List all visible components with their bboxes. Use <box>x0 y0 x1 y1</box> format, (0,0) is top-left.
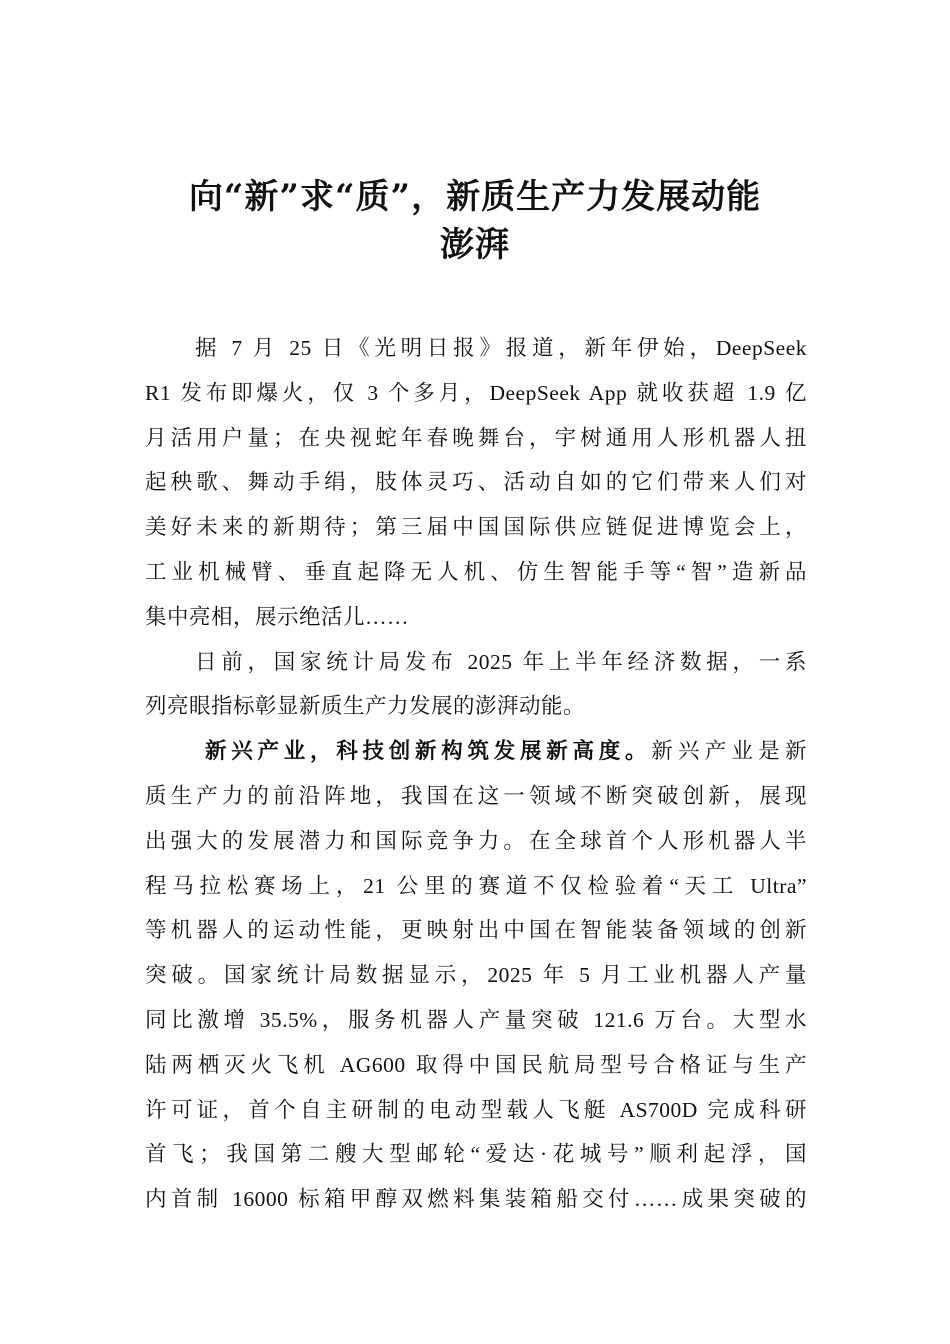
text-line: 起秧歌、舞动手绢，肢体灵巧、活动自如的它们带来人们对 <box>145 470 807 495</box>
text-line: 质生产力的前沿阵地，我国在这一领域不断突破创新，展现 <box>145 783 807 808</box>
text-line: 突破。国家统计局数据显示，2025 年 5 月工业机器人产量 <box>145 963 807 988</box>
text-line: 陆两栖灭火飞机 AG600 取得中国民航局型号合格证与生产 <box>145 1052 807 1077</box>
title-line-2: 澎湃 <box>440 225 510 265</box>
section-heading: 新兴产业，科技创新构筑发展新高度。 <box>205 739 652 765</box>
text-line: 日前，国家统计局发布 2025 年上半年经济数据，一系 <box>195 649 807 674</box>
text-line: R1 发布即爆火，仅 3 个多月，DeepSeek App 就收获超 1.9 亿 <box>145 380 807 405</box>
text-line: 同比激增 35.5%，服务机器人产量突破 121.6 万台。大型水 <box>145 1007 807 1032</box>
document-body <box>145 326 807 1222</box>
text-line: 美好未来的新期待；第三届中国国际供应链促进博览会上， <box>145 515 807 540</box>
text-line: 工业机械臂、垂直起降无人机、仿生智能手等“智”造新品 <box>145 559 807 584</box>
text-line: 集中亮相，展示绝活儿…… <box>145 604 410 629</box>
paragraph-3 <box>145 729 807 1222</box>
text-line <box>145 729 807 774</box>
text-line: 据 7 月 25 日《光明日报》报道，新年伊始，DeepSeek <box>195 336 807 360</box>
text-line: 列亮眼指标彰显新质生产力发展的澎湃动能。 <box>145 694 586 719</box>
text-line: 内首制 16000 标箱甲醇双燃料集装箱船交付……成果突破的 <box>145 1187 807 1212</box>
text-line: 出强大的发展潜力和国际竞争力。在全球首个人形机器人半 <box>145 828 807 853</box>
text-run: 新兴产业是新 <box>651 739 807 764</box>
text-line: 许可证，首个自主研制的电动型载人飞艇 AS700D 完成科研 <box>145 1097 807 1122</box>
text-line: 等机器人的运动性能，更映射出中国在智能装备领域的创新 <box>145 918 807 943</box>
text-line: 月活用户量；在央视蛇年春晚舞台，宇树通用人形机器人扭 <box>145 425 807 450</box>
paragraph-2 <box>145 640 807 730</box>
text-line: 程马拉松赛场上，21 公里的赛道不仅检验着“天工 Ultra” <box>145 873 807 898</box>
paragraph-1 <box>145 326 807 640</box>
document-title <box>100 173 850 269</box>
title-line-1: 向“新”求“质”，新质生产力发展动能 <box>188 177 762 217</box>
text-line: 首飞；我国第二艘大型邮轮“爱达·花城号”顺利起浮，国 <box>145 1142 807 1167</box>
